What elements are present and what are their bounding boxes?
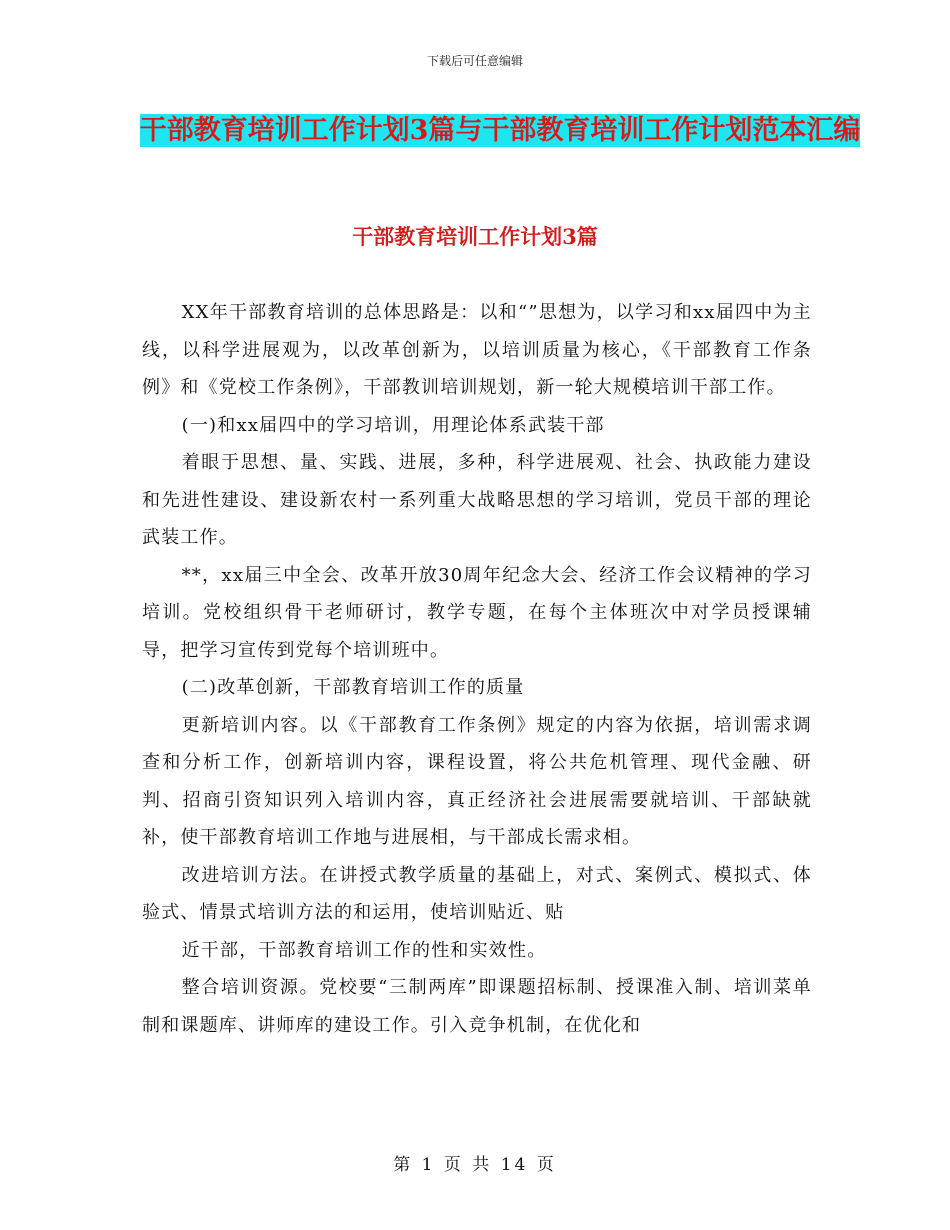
- paragraph: **，xx届三中全会、改革开放30周年纪念大会、经济工作会议精神的学习培训。党校组织骨干老师研讨，教学专题，在每个主体班次中对学员授课辅导，把学习宣传到党每个培训班中。: [142, 564, 812, 661]
- paragraph: XX年干部教育培训的总体思路是：以和“”思想为，以学习和xx届四中为主线，以科学进展观为，以改革创新为，以培训质量为核心，《干部教育工作条例》和《党校工作条例》，干部教训培训规划，新一轮大规模培训干部工作。: [142, 302, 812, 398]
- section-title: 干部教育培训工作计划3篇: [352, 224, 598, 249]
- paragraph: (二)改革创新，干部教育培训工作的质量: [181, 677, 525, 698]
- page-header-note: 下载后可任意编辑: [426, 54, 523, 68]
- paragraph: 更新培训内容。以《干部教育工作条例》规定的内容为依据，培训需求调查和分析工作，创新培训内容，课程设置，将公共危机管理、现代金融、研判、招商引资知识列入培训内容，真正经济社会进展需要就培训、干部缺就补，使干部教育培训工作地与进展相，与干部成长需求相。: [142, 714, 812, 848]
- paragraph: 改进培训方法。在讲授式教学质量的基础上，对式、案例式、模拟式、体验式、情景式培训方法的和运用，使培训贴近、贴: [142, 864, 812, 923]
- paragraph: 整合培训资源。党校要“三制两库”即课题招标制、授课准入制、培训菜单制和课题库、讲师库的建设工作。引入竞争机制，在优化和: [142, 977, 812, 1036]
- document-body: [142, 294, 812, 1044]
- paragraph: 着眼于思想、量、实践、进展，多种，科学进展观、社会、执政能力建设和先进性建设、建设新农村一系列重大战略思想的学习培训，党员干部的理论武装工作。: [142, 452, 812, 548]
- document-title: [100, 108, 900, 153]
- page-number: 第 1 页 共 14 页: [393, 1155, 557, 1175]
- document-title-text: 干部教育培训工作计划3篇与干部教育培训工作计划范本汇编: [139, 115, 861, 146]
- paragraph: 近干部，干部教育培训工作的性和实效性。: [181, 939, 547, 961]
- paragraph: (一)和xx届四中的学习培训，用理论体系武装干部: [181, 414, 605, 436]
